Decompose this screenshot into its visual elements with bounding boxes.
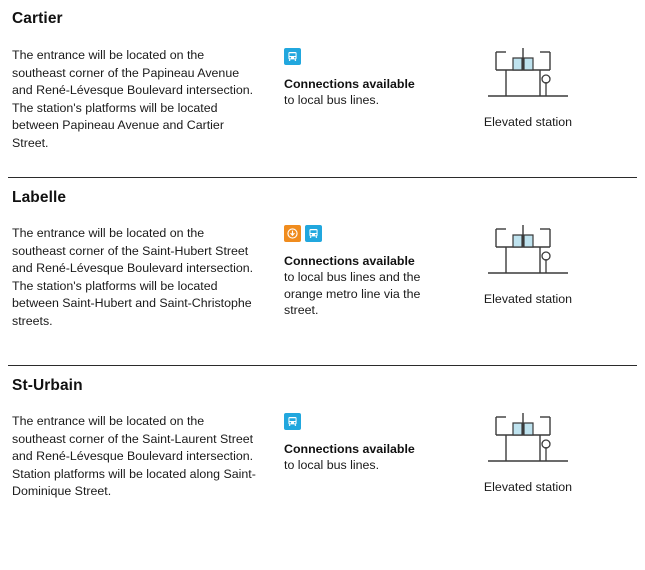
station-section: [0, 366, 645, 501]
bus-icon: [284, 413, 301, 430]
station-title: Cartier: [12, 10, 63, 27]
bus-icon: [305, 225, 322, 242]
station-description: The entrance will be located on the southeast corner of the Saint-Laurent Street and René-Lévesque Boulevard intersection. Station platforms will be located along Saint-Dominique Street.: [12, 414, 256, 498]
station-type-label: Elevated station: [483, 115, 573, 129]
connections-block: [260, 395, 425, 474]
connection-icons: [284, 413, 425, 430]
connection-icons: [284, 48, 425, 65]
elevated-station-pictogram: [480, 221, 576, 283]
connections-text: to local bus lines and the orange metro line via the street.: [284, 270, 421, 317]
station-type-block: [425, 395, 631, 494]
bus-icon: [284, 48, 301, 65]
station-type-label: Elevated station: [483, 292, 573, 306]
connections-heading: Connections available: [284, 254, 415, 268]
station-title: Labelle: [12, 189, 67, 206]
station-title: St-Urbain: [12, 377, 83, 394]
station-description: The entrance will be located on the southeast corner of the Papineau Avenue and René-Lévesque Boulevard intersection. The station's platforms will be located between Papineau Avenue and Cartier Street.: [12, 48, 254, 150]
elevated-station-pictogram: [480, 44, 576, 106]
connections-text: to local bus lines.: [284, 93, 380, 107]
station-type-block: [425, 28, 631, 129]
station-section: [0, 178, 645, 330]
station-description: The entrance will be located on the southeast corner of the Saint-Hubert Street and René-Lévesque Boulevard intersection. The station's platforms will be located between Saint-Hubert and Saint-Christophe streets.: [12, 226, 254, 328]
connections-text: to local bus lines.: [284, 458, 380, 472]
connections-heading: Connections available: [284, 77, 415, 91]
elevated-station-pictogram: [480, 409, 576, 471]
station-type-block: [425, 207, 631, 306]
metro-icon: [284, 225, 301, 242]
connection-icons: [284, 225, 425, 242]
connections-block: [260, 207, 425, 319]
connections-block: [260, 28, 425, 109]
station-section: [0, 0, 645, 152]
station-type-label: Elevated station: [483, 480, 573, 494]
connections-heading: Connections available: [284, 442, 415, 456]
